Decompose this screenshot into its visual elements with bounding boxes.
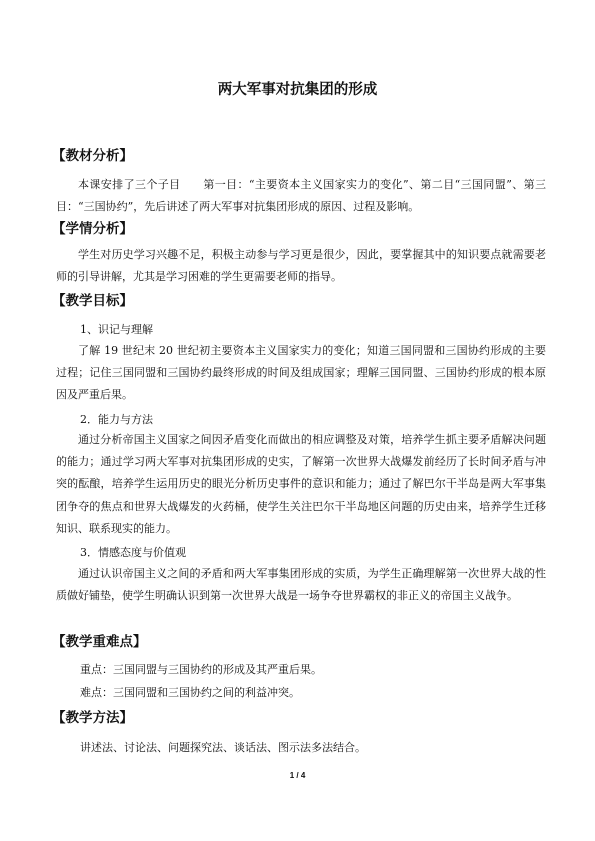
heading-teaching-goals: 【教学目标】 [52,293,133,309]
goal-3-label: 3．情感态度与价值观 [80,546,186,559]
textbook-analysis-text: 本课安排了三个子目 第一目：“主要资本主义国家实力的变化”、第二目“三国同盟”、第三目：“三国协约”，先后讲述了两大军事对抗集团形成的原因、过程及影响。 [56,178,546,214]
page-title: 两大军事对抗集团的形成 [217,82,378,98]
goal-2-label: 2．能力与方法 [80,413,153,426]
goal-1-label: 1、识记与理解 [80,323,153,336]
goal-1-text: 了解 19 世纪末 20 世纪初主要资本主义国家实力的变化；知道三国同盟和三国协约形成的主要过程；记住三国同盟和三国协约最终形成的时间及组成国家；理解三国同盟、三国协约形成的根本原因及严重后果。 [56,344,546,402]
heading-textbook-analysis: 【教材分析】 [52,148,133,164]
teaching-methods-text: 讲述法、讨论法、问题探究法、谈话法、图示法多法结合。 [80,741,366,754]
student-analysis-text: 学生对历史学习兴趣不足，积极主动参与学习更是很少，因此，要掌握其中的知识要点就需要老师的引导讲解，尤其是学习困难的学生更需要老师的指导。 [56,248,546,284]
difficult-point-text: 难点：三国同盟和三国协约之间的利益冲突。 [80,686,300,699]
heading-student-analysis: 【学情分析】 [52,221,133,237]
page-number: 1 / 4 [289,771,306,780]
goal-3-text: 通过认识帝国主义之间的矛盾和两大军事集团形成的实质，为学生正确理解第一次世界大战的性质做好铺垫，使学生明确认识到第一次世界大战是一场争夺世界霸权的非正义的帝国主义战争。 [56,567,546,603]
key-point-text: 重点：三国同盟与三国协约的形成及其严重后果。 [80,663,322,676]
heading-key-difficult-points: 【教学重难点】 [52,634,147,650]
goal-2-text: 通过分析帝国主义国家之间因矛盾变化而做出的相应调整及对策，培养学生抓主要矛盾解决问题的能力；通过学习两大军事对抗集团形成的史实，了解第一次世界大战爆发前经历了长时间矛盾与冲突的酝酿，培养学生运用历史的眼光分析历史事件的意识和能力；通过了解巴尔干半岛是两大军事集团争夺的焦点和世界大战爆发的火药桶，使学生关注巴尔干半岛地区问题的历史由来，培养学生迁移知识、联系现实的能力。 [56,433,546,535]
heading-teaching-methods: 【教学方法】 [52,710,133,726]
